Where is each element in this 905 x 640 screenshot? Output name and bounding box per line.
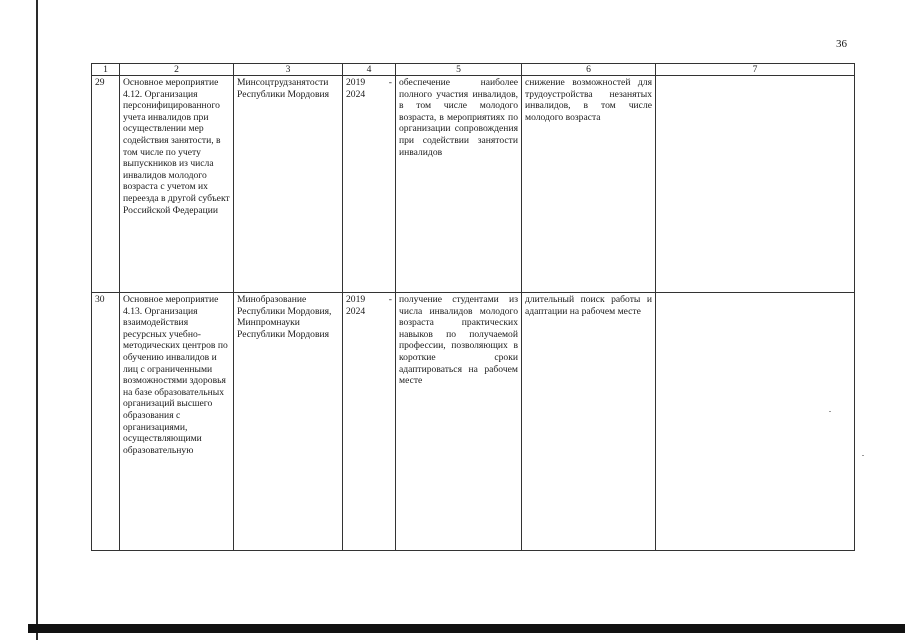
- executor-cell: Минобразование Республики Мордовия, Минпромнауки Республики Мордовия: [234, 293, 343, 551]
- row-number: 30: [92, 293, 120, 551]
- measures-table: [91, 63, 855, 551]
- column-header: 4: [343, 64, 396, 76]
- measure-cell: Основное мероприятие 4.13. Организация взаимодействия ресурсных учебно-методических центров по обучению инвалидов и лиц с ограниченными возможностями здоровья на базе образовательных организаций высшего образования с организациями, осуществляющими образовательную: [120, 293, 234, 551]
- link-cell: [656, 293, 855, 551]
- scan-speck: [829, 411, 831, 412]
- executor-cell: Минсоцтрудзанятости Республики Мордовия: [234, 76, 343, 293]
- column-header: 6: [522, 64, 656, 76]
- scan-left-edge: [36, 0, 38, 640]
- measure-cell: Основное мероприятие 4.12. Организация персонифицированного учета инвалидов при осуществлении мер содействия занятости, в том числе по учету выпускников из числа инвалидов молодого возраста с учетом их переезда в другой субъект Российской Федерации: [120, 76, 234, 293]
- page-number: 36: [836, 38, 847, 50]
- link-cell: [656, 76, 855, 293]
- column-header: 7: [656, 64, 855, 76]
- period-cell: 2019 - 2024: [343, 293, 396, 551]
- period-cell: 2019 - 2024: [343, 76, 396, 293]
- scan-speck: [862, 455, 864, 456]
- table-row: [92, 76, 855, 293]
- column-header: 3: [234, 64, 343, 76]
- scan-bottom-edge: [28, 624, 905, 633]
- result-cell: получение студентами из числа инвалидов молодого возраста практических навыков по получаемой профессии, позволяющих в короткие сроки адаптироваться на рабочем месте: [396, 293, 522, 551]
- column-header: 2: [120, 64, 234, 76]
- column-header: 5: [396, 64, 522, 76]
- row-number: 29: [92, 76, 120, 293]
- column-header: 1: [92, 64, 120, 76]
- table-header-row: [92, 64, 855, 76]
- consequence-cell: снижение возможностей для трудоустройства незанятых инвалидов, в том числе молодого возраста: [522, 76, 656, 293]
- consequence-cell: длительный поиск работы и адаптации на рабочем месте: [522, 293, 656, 551]
- table-row: [92, 293, 855, 551]
- result-cell: обеспечение наиболее полного участия инвалидов, в том числе молодого возраста, в мероприятиях по организации сопровождения при содействии занятости инвалидов: [396, 76, 522, 293]
